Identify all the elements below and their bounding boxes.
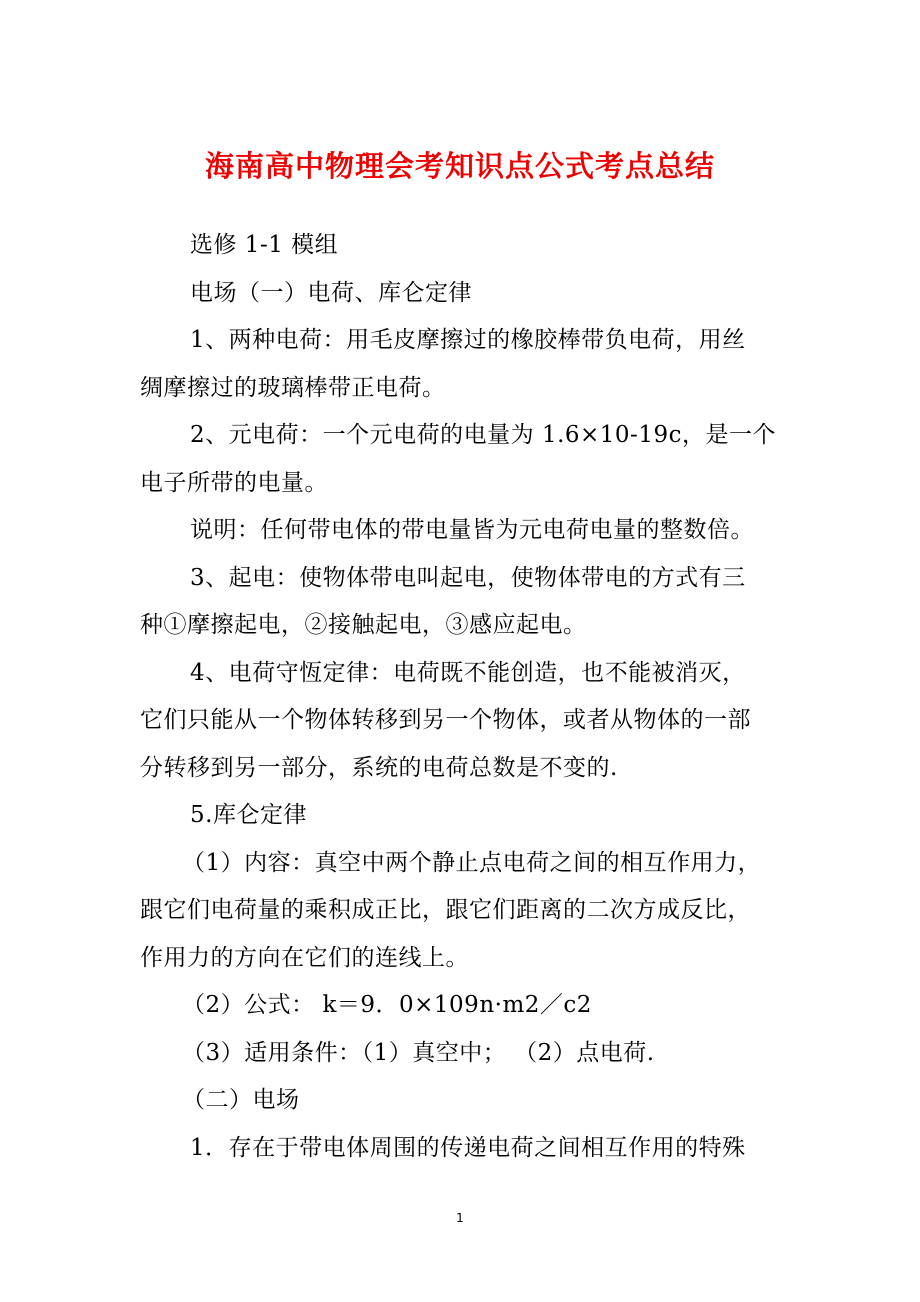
paragraph-line: 作用力的方向在它们的连线上。 bbox=[140, 944, 469, 971]
paragraph-line: 说明：任何带电体的带电量皆为元电荷电量的整数倍。 bbox=[190, 517, 754, 543]
paragraph-line: 1．存在于带电体周围的传递电荷之间相互作用的特殊 bbox=[190, 1134, 746, 1161]
document-title: 海南高中物理会考知识点公式考点总结 bbox=[204, 149, 715, 183]
paragraph-line: 4、电荷守恆定律：电荷既不能创造，也不能被消灭， bbox=[190, 659, 746, 686]
document-body bbox=[140, 222, 800, 1172]
module-heading: 选修 1-1 模组 bbox=[190, 232, 339, 258]
paragraph-line: （1）内容：真空中两个静止点电荷之间的相互作用力， bbox=[182, 849, 762, 876]
paragraph-line: （3）适用条件：（1）真空中； （2）点电荷. bbox=[182, 1039, 655, 1066]
section-heading: 电场（一）电荷、库仑定律 bbox=[190, 279, 472, 306]
paragraph-line: 1、两种电荷：用毛皮摩擦过的橡胶棒带负电荷，用丝 bbox=[190, 327, 746, 353]
paragraph-line: 跟它们电荷量的乘积成正比，跟它们距离的二次方成反比， bbox=[140, 897, 751, 923]
page-number: 1 bbox=[456, 1211, 464, 1225]
paragraph-line: 绸摩擦过的玻璃棒带正电荷。 bbox=[140, 374, 446, 401]
paragraph-line: 它们只能从一个物体转移到另一个物体，或者从物体的一部 bbox=[140, 707, 751, 733]
subsection-heading: 5.库仑定律 bbox=[190, 802, 307, 828]
paragraph-line: 种①摩擦起电，②接触起电，③感应起电。 bbox=[140, 612, 587, 638]
formula-line: （2）公式： k＝9．0×109n·m2／c2 bbox=[182, 992, 592, 1018]
paragraph-line: 2、元电荷：一个元电荷的电量为 1.6×10-19c，是一个 bbox=[190, 422, 776, 448]
paragraph-line: 电子所带的电量。 bbox=[140, 469, 328, 496]
paragraph-line: 3、起电：使物体带电叫起电，使物体带电的方式有三 bbox=[190, 564, 746, 591]
paragraph-line: 分转移到另一部分，系统的电荷总数是不变的. bbox=[140, 754, 618, 781]
section-heading: （二）电场 bbox=[182, 1087, 300, 1113]
